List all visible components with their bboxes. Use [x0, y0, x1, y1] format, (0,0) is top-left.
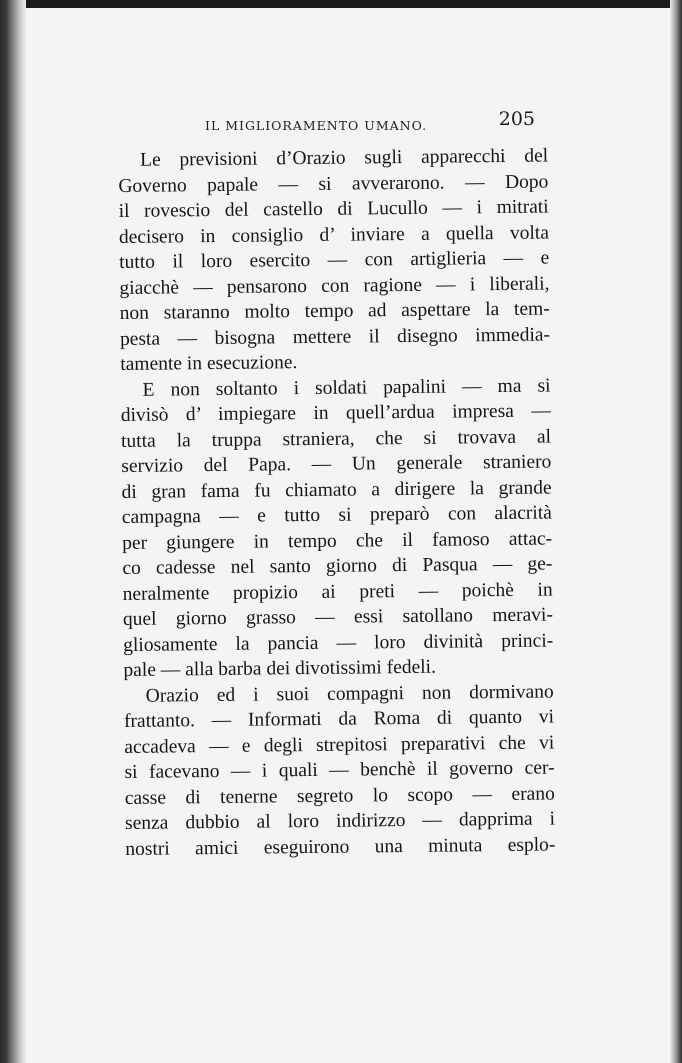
text-line: servizio del Papa. — Un generale straniero [121, 451, 552, 477]
text-line: accadeva — e degli strepitosi preparativi che vi [124, 731, 555, 758]
text-line: campagna — e tutto si preparò con alacrità [121, 502, 552, 528]
text-line: pale — alla barba dei divotissimi fedeli. [123, 656, 437, 681]
text-line: neralmente propizio ai preti — poichè in [122, 578, 553, 605]
text-line: pesta — bisogna mettere il disegno immedia- [119, 323, 551, 350]
text-line: tamente in esecuzione. [120, 352, 298, 375]
text-line: gliosamente la pancia — loro divinità princi- [123, 629, 554, 656]
paragraph-1 [118, 143, 550, 377]
text-line: co cadesse nel santo giorno di Pasqua — ge- [122, 553, 553, 579]
text-line: nostri amici eseguirono una minuta esplo- [125, 833, 556, 860]
text-line: giacchè — pensarono con ragione — i liberali, [119, 272, 550, 299]
paragraph-2 [120, 373, 553, 683]
scan-right-edge [670, 0, 682, 1063]
text-line: per giungere in tempo che il famoso attac- [122, 527, 553, 554]
running-title: IL MIGLIORAMENTO UMANO. [205, 118, 428, 133]
text-line: frattanto. — Informati da Roma di quanto vi [123, 706, 555, 732]
text-line: tutto il loro esercito — con artiglieria — e [119, 247, 550, 273]
text-line: Le previsioni d’Orazio sugli apparecchi del [140, 145, 549, 171]
text-line: E non soltanto i soldati papalini — ma si [142, 374, 551, 401]
text-line: quel giorno grasso — essi satollano meravi- [122, 604, 554, 630]
text-line: Orazio ed i suoi compagni non dormivano [145, 680, 554, 707]
scan-top-edge [0, 0, 682, 8]
page-body [118, 143, 555, 861]
text-line: divisò d’ impiegare in quell’ardua impresa — [120, 400, 551, 426]
text-line: si facevano — i quali — benchè il governo cer- [124, 757, 555, 783]
text-line: senza dubbio al loro indirizzo — dapprima i [124, 808, 556, 834]
text-line: Governo papale — si avverarono. — Dopo [118, 170, 549, 197]
page-header [205, 108, 535, 138]
text-line: di gran fama fu chiamato a dirigere la grande [121, 476, 552, 503]
text-line: tutta la truppa straniera, che si trovava al [120, 425, 552, 452]
scan-binding-shadow [0, 0, 26, 1063]
text-line: casse di tenerne segreto lo scopo — erano [124, 782, 555, 809]
text-line: non staranno molto tempo ad aspettare la tem- [119, 298, 550, 324]
text-line: decisero in consiglio d’ inviare a quella volta [118, 221, 550, 248]
text-line: il rovescio del castello di Lucullo — i mitrati [118, 196, 549, 222]
page-number: 205 [498, 108, 535, 130]
paragraph-3 [124, 679, 556, 862]
